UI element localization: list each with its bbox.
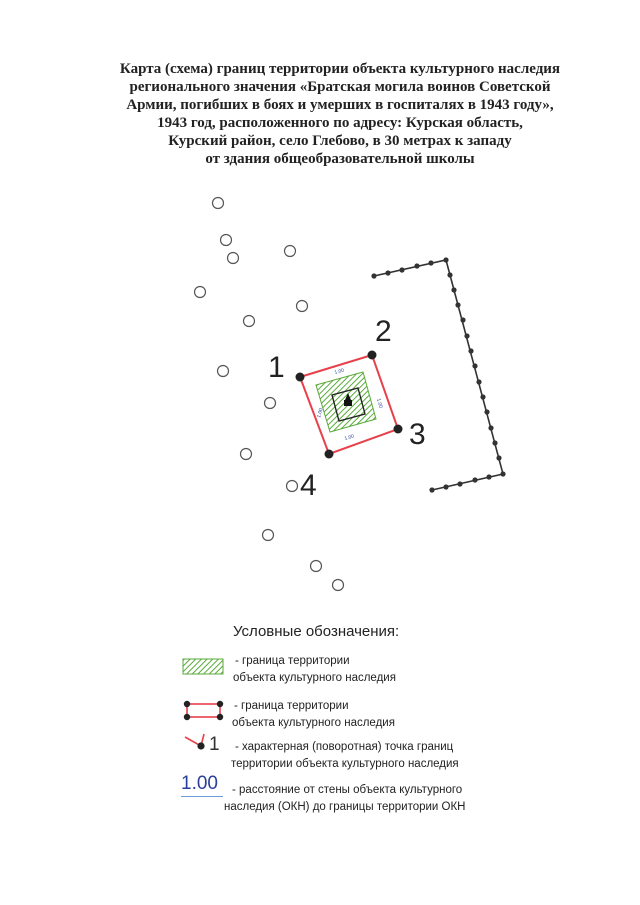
tree-icon [221,235,232,246]
legend-title: Условные обозначения: [233,623,400,640]
tree-icon [311,561,322,572]
fence-post [486,474,491,479]
fence-post [414,263,419,268]
fence-post [443,257,448,262]
tree-icon [218,366,229,377]
legend-line: - характерная (поворотная) точка границ [235,741,454,753]
turning-point [296,373,305,382]
fence-post [476,379,481,384]
tree-icon [265,398,276,409]
legend-line: наследия (ОКН) до границы территории ОКН [224,801,466,813]
fence-post [472,363,477,368]
tree-icon [333,580,344,591]
point-number: 2 [375,315,392,348]
tree-icon [213,198,224,209]
tree-icon [287,481,298,492]
legend-line: - расстояние от стены объекта культурного [232,784,463,796]
legend-item-text [224,782,466,816]
legend-distance-underline [181,796,223,797]
title-line: Курский район, село Глебово, в 30 метрах к западу [168,133,512,149]
fence-post [492,440,497,445]
tree-icon [241,449,252,460]
tree-icon [285,246,296,257]
fence-post [428,260,433,265]
tree-icon [228,253,239,264]
heritage-site [268,315,426,502]
school-fence [371,257,505,492]
tree-icon [297,301,308,312]
turning-point [368,351,377,360]
fence-post [385,270,390,275]
red-boundary-line-icon [184,701,223,720]
legend-line: - граница территории [234,700,349,712]
tree-icon [195,287,206,298]
fence-post [429,487,434,492]
point-number: 4 [300,469,317,502]
distance-label: 1.00 [333,367,345,376]
legend-line: объекта культурного наследия [233,672,396,684]
green-hatch-swatch [183,659,223,674]
tree-icon [263,530,274,541]
fence-post [457,481,462,486]
fence-post [480,394,485,399]
fence-post [371,273,376,278]
turning-point [325,450,334,459]
title-line: 1943 год, расположенного по адресу: Курская область, [157,115,523,131]
point-number: 1 [268,351,285,384]
legend-item-text [231,739,459,773]
turning-point-marker-icon [185,734,205,750]
fence-post [451,287,456,292]
legend-item-text [232,698,395,732]
fence-post [472,477,477,482]
fence-post [488,425,493,430]
fence-post [484,409,489,414]
turning-point [394,425,403,434]
fence-post [447,272,452,277]
legend-line: территории объекта культурного наследия [231,758,459,770]
fence-post [496,455,501,460]
legend-line: объекта культурного наследия [232,717,395,729]
tree-icon [244,316,255,327]
legend-distance-label: 1.00 [181,773,218,794]
fence-post [455,302,460,307]
distance-label: 1.00 [375,397,384,409]
fence-post [460,317,465,322]
fence-post [464,333,469,338]
legend-item-text [233,653,396,687]
distance-label: 1.00 [316,407,325,419]
distance-label: 1.00 [343,433,355,442]
title-line: Армии, погибших в боях и умерших в госпиталях в 1943 году», [126,97,554,113]
fence-post [443,484,448,489]
fence-post [399,267,404,272]
title-line: от здания общеобразовательной школы [205,151,475,167]
legend-point-number: 1 [209,734,220,755]
legend-line: - граница территории [235,655,350,667]
point-number: 3 [409,418,426,451]
title-line: Карта (схема) границ территории объекта культурного наследия [119,61,561,77]
title-line: регионального значения «Братская могила воинов Советской [129,79,551,95]
fence-post [500,471,505,476]
fence-post [468,348,473,353]
